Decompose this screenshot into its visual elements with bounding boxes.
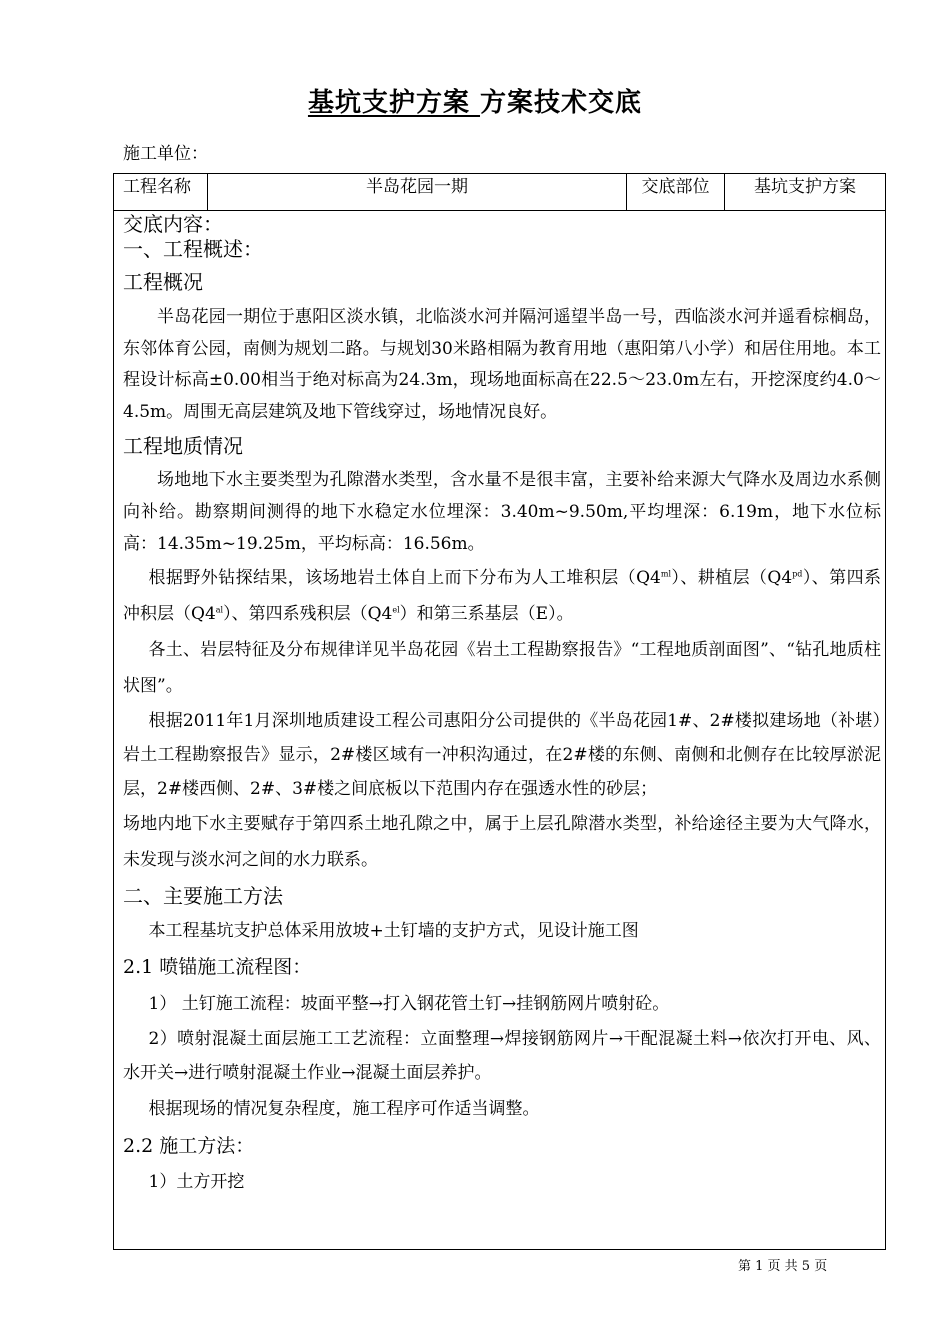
aquifer-paragraph: 场地内地下水主要赋存于第四系土地孔隙之中，属于上层孔隙潜水类型，补给途径主要为大气降水，未发现与淡水河之间的水力联系。 — [123, 814, 881, 870]
disclosure-part-label: 交底部位 — [627, 174, 725, 210]
support-method-paragraph: 本工程基坑支护总体采用放坡+土钉墙的支护方式，见设计施工图 — [148, 921, 639, 941]
project-name-value: 半岛花园一期 — [208, 174, 627, 210]
title-underlined: 基坑支护方案 — [307, 88, 481, 118]
construction-unit-label: 施工单位： — [123, 144, 208, 164]
excavation-item: 1）土方开挖 — [148, 1172, 245, 1192]
survey-reference-paragraph: 各土、岩层特征及分布规律详见半岛花园《岩土工程勘察报告》“工程地质剖面图”、“钻孔地质柱状图”。 — [123, 640, 881, 696]
title-rest: 方案技术交底 — [480, 88, 643, 118]
section-2-1-heading: 2.1 喷锚施工流程图： — [123, 956, 312, 978]
project-name-label: 工程名称 — [114, 174, 208, 210]
document-title — [0, 82, 950, 119]
disclosure-part-value: 基坑支护方案 — [754, 177, 856, 197]
disclosure-content — [123, 210, 881, 1200]
header-row — [114, 174, 885, 211]
strata-paragraph: 根据野外钻探结果，该场地岩土体自上而下分布为人工堆积层$(Q4^{ml})$、耕植层$(Q4^{pd})$、第四系冲积层$(Q4^{al})$、第四系残积层$(Q4^{el})$和第三系基层（E）。 — [123, 568, 882, 624]
content-intro: 交底内容： — [123, 212, 223, 236]
shotcrete-flow: 2）喷射混凝土面层施工工艺流程：立面整理→焊接钢筋网片→干配混凝土料→依次打开电、风、水开关→进行喷射混凝土作业→混凝土面层养护。 — [123, 1029, 881, 1083]
section-1-2-heading: 工程地质情况 — [123, 434, 243, 458]
disclosure-table — [113, 173, 886, 1250]
groundwater-paragraph: 场地地下水主要类型为孔隙潜水类型，含水量不是很丰富，主要补给来源大气降水及周边水系侧向补给。勘察期间测得的地下水稳定水位埋深：3.40m~9.50m,平均埋深：6.19m，地下水位标高：14.35m~19.25m，平均标高：16.56m。 — [123, 470, 881, 554]
report-paragraph: 根据2011年1月深圳地质建设工程公司惠阳分公司提供的《半岛花园1#、2#楼拟建场地（补堪）岩土工程勘察报告》显示，2#楼区域有一冲积沟通过，在2#楼的东侧、南侧和北侧存在比较厚淤泥层，2#楼西侧、2#、3#楼之间底板以下范围内存在强透水性的砂层； — [123, 711, 881, 799]
section-1-1-heading: 工程概况 — [123, 270, 203, 294]
section-2-2-heading: 2.2 施工方法： — [123, 1135, 255, 1157]
soil-nail-flow: 1） 土钉施工流程：坡面平整→打入钢花管土钉→挂钢筋网片喷射砼。 — [148, 994, 670, 1014]
section-2-heading: 二、主要施工方法 — [123, 884, 283, 908]
overview-paragraph: 半岛花园一期位于惠阳区淡水镇，北临淡水河并隔河遥望半岛一号，西临淡水河并遥看棕榈岛，东邻体育公园，南侧为规划二路。与规划30米路相隔为教育用地（惠阳第八小学）和居住用地。本工程设计标高±0.00相当于绝对标高为24.3m，现场地面标高在22.5～23.0m左右，开挖深度约4.0～4.5m。周围无高层建筑及地下管线穿过，场地情况良好。 — [123, 307, 881, 422]
page-number: 第 1 页 共 5 页 — [738, 1259, 828, 1274]
section-1-heading: 一、工程概述： — [123, 237, 263, 261]
adjustment-note: 根据现场的情况复杂程度，施工程序可作适当调整。 — [148, 1099, 540, 1119]
